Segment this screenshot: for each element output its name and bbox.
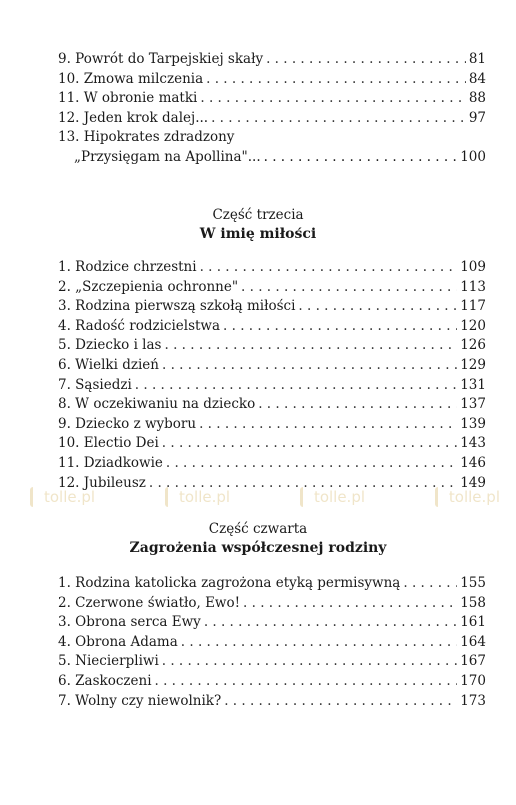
toc-entry: [58, 672, 486, 692]
toc-entry-title-line1: 13. Hipokrates zdradzony: [58, 129, 235, 146]
toc-entry-page: 173: [460, 692, 486, 709]
toc-entry-title: 4. Obrona Adama: [58, 633, 178, 650]
dot-leader: [258, 395, 457, 415]
toc-entry: [58, 50, 486, 70]
toc-entry-page: 97: [468, 109, 486, 126]
toc-entry-page: 88: [468, 90, 486, 107]
toc-entry-page: 143: [460, 435, 486, 452]
toc-entry-page: 84: [468, 70, 486, 87]
dot-leader: [206, 70, 466, 90]
toc-entry-title: 10. Electio Dei: [58, 435, 159, 452]
toc-entry-title: 12. Jubileusz: [58, 474, 146, 491]
toc-entry-page: 120: [460, 317, 486, 334]
toc-entry: [58, 474, 486, 494]
toc-entry-title: 11. W obronie matki: [58, 90, 198, 107]
dot-leader: [162, 434, 457, 454]
toc-entry-page: 100: [460, 148, 486, 165]
toc-entry-title: 3. Rodzina pierwszą szkołą miłości: [58, 298, 296, 315]
toc-entry-title: 7. Sąsiedzi: [58, 376, 132, 393]
toc-entry: [58, 613, 486, 633]
part-title: Zagrożenia współczesnej rodziny: [129, 540, 387, 556]
dot-leader: [149, 474, 457, 494]
dot-leader: [135, 376, 457, 396]
toc-entry-page: 170: [460, 672, 486, 689]
toc-entry-title: 10. Zmowa milczenia: [58, 70, 204, 87]
toc-entry: [58, 415, 486, 435]
toc-entry: [58, 376, 486, 396]
toc-entry: [58, 109, 486, 129]
toc-section-part4: [58, 574, 486, 711]
watermark-text: tolle.pl: [44, 488, 96, 506]
toc-entry-page: 146: [460, 454, 486, 471]
toc-entry-title: 6. Wielki dzień: [58, 356, 159, 373]
toc-entry: [58, 652, 486, 672]
dot-leader: [266, 50, 466, 70]
dot-leader: [200, 89, 465, 109]
toc-entry-page: 113: [460, 278, 486, 295]
toc-entry: [58, 454, 486, 474]
dot-leader: [264, 148, 458, 168]
dot-leader: [204, 613, 457, 633]
watermark-text: tolle.pl: [178, 488, 231, 506]
toc-entry: [58, 633, 486, 653]
watermark-text: tolle.pl: [313, 488, 366, 506]
toc-entry: [58, 317, 486, 337]
dot-leader: [223, 317, 457, 337]
toc-entry-title: 3. Obrona serca Ewy: [58, 614, 201, 631]
toc-entry-page: 109: [460, 259, 486, 275]
tolle-logo-icon: [30, 487, 42, 507]
dot-leader: [181, 633, 457, 653]
toc-entry-page: 117: [460, 298, 486, 315]
dot-leader: [241, 278, 457, 298]
toc-entry-page: 139: [460, 415, 486, 432]
toc-section-part3: [58, 258, 486, 493]
toc-entry-title: 9. Dziecko z wyboru: [58, 415, 197, 432]
dot-leader: [243, 594, 457, 614]
dot-leader: [298, 297, 457, 317]
toc-entry-title: 6. Zaskoczeni: [58, 672, 152, 689]
part-heading: [0, 206, 516, 244]
toc-entry-title: 2. Czerwone światło, Ewo!: [58, 594, 241, 611]
toc-entry-page: 155: [460, 575, 486, 591]
toc-entry: [58, 692, 486, 712]
toc-entry-multiline: [58, 128, 486, 167]
dot-leader: [162, 356, 457, 376]
toc-entry-page: 158: [460, 594, 486, 611]
dot-leader: [403, 574, 457, 594]
dot-leader: [166, 454, 457, 474]
toc-entry-title: 2. „Szczepienia ochronne": [58, 278, 239, 295]
toc-entry-title: 7. Wolny czy niewolnik?: [58, 692, 222, 709]
toc-entry-title: 12. Jeden krok dalej...: [58, 109, 209, 126]
dot-leader: [155, 672, 458, 692]
toc-entry-title: 9. Powrót do Tarpejskiej skały: [58, 51, 264, 67]
toc-entry-page: 129: [460, 356, 486, 373]
toc-entry-page: 81: [468, 51, 486, 67]
watermark-text: tolle.pl: [448, 488, 500, 506]
toc-entry-page: 149: [460, 474, 486, 491]
toc-entry-title-line2-row: [58, 148, 486, 168]
toc-entry: [58, 70, 486, 90]
toc-entry: [58, 278, 486, 298]
toc-entry-title: 5. Dziecko i las: [58, 337, 162, 354]
toc-entry: [58, 594, 486, 614]
toc-entry-title: 8. W oczekiwaniu na dziecko: [58, 396, 256, 413]
toc-entry-title: 1. Rodzice chrzestni: [58, 259, 197, 275]
dot-leader: [199, 415, 457, 435]
toc-entry: [58, 395, 486, 415]
dot-leader: [162, 652, 457, 672]
toc-entry: [58, 574, 486, 594]
toc-entry-page: 167: [460, 653, 486, 670]
toc-section-top: [58, 50, 486, 168]
part-label: Część czwarta: [208, 521, 308, 537]
toc-entry-title: 5. Niecierpliwi: [58, 653, 159, 670]
dot-leader: [200, 258, 458, 278]
toc-entry-page: 131: [460, 376, 486, 393]
toc-entry-title-line2: „Przysięgam na Apollina"...: [74, 148, 261, 165]
toc-entry: [58, 336, 486, 356]
toc-entry: [58, 356, 486, 376]
toc-entry-page: 164: [460, 633, 486, 650]
toc-entry: [58, 258, 486, 278]
dot-leader: [224, 692, 457, 712]
toc-entry-page: 137: [460, 396, 486, 413]
toc-entry-title: 4. Radość rodzicielstwa: [58, 317, 221, 334]
toc-entry: [58, 297, 486, 317]
dot-leader: [211, 109, 466, 129]
toc-entry-page: 161: [460, 614, 486, 631]
part-heading: [0, 520, 516, 558]
part-title: W imię miłości: [199, 226, 317, 242]
toc-entry-title: 1. Rodzina katolicka zagrożona etyką permisywną: [58, 575, 401, 591]
dot-leader: [164, 336, 457, 356]
toc-entry: [58, 434, 486, 454]
part-label: Część trzecia: [212, 207, 304, 223]
toc-entry-title: 11. Dziadkowie: [58, 454, 163, 471]
toc-entry-page: 126: [460, 337, 486, 354]
toc-entry: [58, 89, 486, 109]
